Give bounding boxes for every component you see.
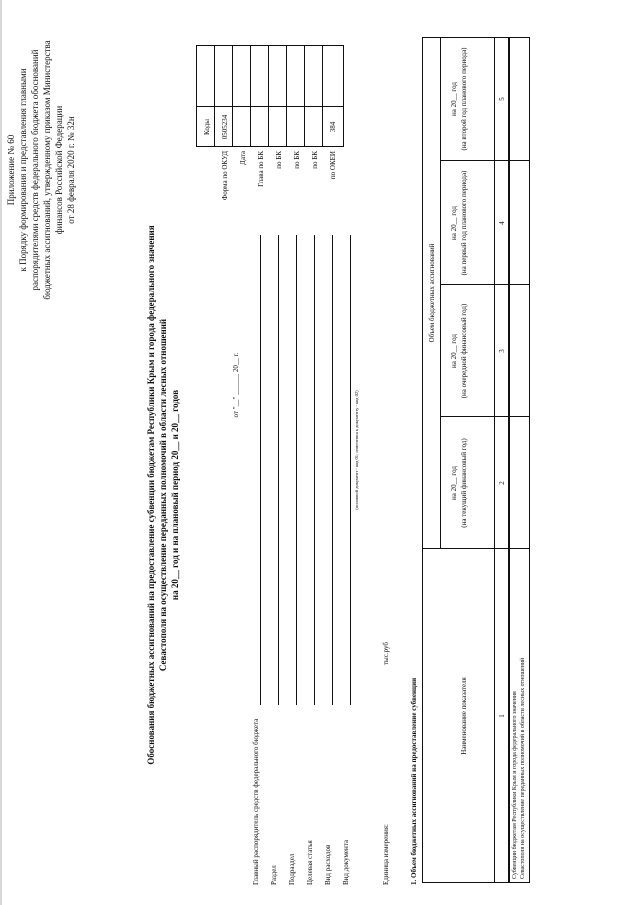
appendix-line-4: бюджетных ассигнований, утвержденному приказом Министерства	[42, 40, 52, 300]
table-row-label-1: Субвенции бюджетам Республики Крым и города федерального значения	[512, 691, 518, 879]
date-label: Дата	[239, 151, 247, 165]
column-number-1: 1	[498, 714, 506, 718]
okud-value: 0505234	[221, 114, 229, 140]
column-header-year-4-sub: (на второй год планового периода)	[460, 47, 468, 151]
okud-label: Форма по ОКУД	[221, 151, 229, 201]
appendix-line-3: распорядителями средств федерального бюджета обоснований	[30, 49, 40, 291]
table-row-label-2: Севастополя на осуществление переданных полномочий в области лесных отношений	[520, 657, 526, 879]
appendix-number: Приложение № 60	[6, 134, 16, 206]
codes-header: Коды	[203, 119, 211, 135]
form-title-line-1: Обоснования бюджетных ассигнований на предоставление субвенции бюджетам Республики Крым и города федерального значения	[146, 225, 156, 765]
column-header-year-1: на 20__ год	[450, 466, 458, 500]
unit-label: Единица измерения:	[382, 824, 390, 885]
field-expense-type: Вид расходов	[324, 844, 332, 885]
glava-label: Глава по БК	[257, 151, 265, 187]
column-header-year-4: на 20__ год	[450, 82, 458, 116]
column-number-2: 2	[498, 481, 506, 485]
column-header-year-3: на 20__ год	[450, 206, 458, 240]
field-document-type: Вид документа	[342, 839, 350, 885]
column-number-3: 3	[498, 349, 506, 353]
bk-label-3: по БК	[311, 151, 319, 169]
appendix-date: от 28 февраля 2020 г. № 32н	[66, 116, 76, 224]
field-chief-manager: Главный распорядитель средств федерального бюджета	[252, 718, 260, 885]
appendix-line-2: к Порядку формирования и представления главными	[18, 68, 28, 272]
section-1-heading: 1. Объем бюджетных ассигнований на предоставление субвенции	[410, 677, 418, 885]
field-section: Раздел	[270, 865, 278, 885]
field-subsection: Подраздел	[288, 853, 296, 885]
column-header-year-3-sub: (на первый год планового периода)	[460, 170, 468, 276]
document-type-note: (основной документ - код 01; изменения к документу - код 02)	[354, 390, 359, 510]
column-header-year-1-sub: (на текущий финансовый год)	[460, 438, 468, 528]
bk-label-1: по БК	[275, 151, 283, 169]
column-number-4: 4	[498, 221, 506, 225]
form-title-line-2: Севастополя на осуществление переданных полномочий в области лесных отношений	[158, 318, 168, 672]
appendix-line-5: финансов Российской Федерации	[54, 105, 64, 235]
bk-label-2: по БК	[293, 151, 301, 169]
form-title-line-3: на 20__ год и на плановый период 20__ и 20__ годов	[170, 389, 180, 601]
field-target-article: Целевая статья	[306, 840, 314, 885]
column-header-year-2: на 20__ год	[450, 334, 458, 368]
column-group-header: Объем бюджетных ассигнований	[428, 243, 436, 343]
column-number-5: 5	[498, 97, 506, 101]
column-header-name: Наименование показателя	[460, 677, 468, 755]
unit-value: тыс.руб	[382, 642, 390, 665]
column-header-year-2-sub: (на очередной финансовый год)	[460, 303, 468, 399]
okei-label: по ОКЕИ	[329, 151, 337, 180]
okei-value: 384	[329, 121, 337, 133]
form-date: от "__" ______ 20__ г.	[232, 352, 240, 418]
